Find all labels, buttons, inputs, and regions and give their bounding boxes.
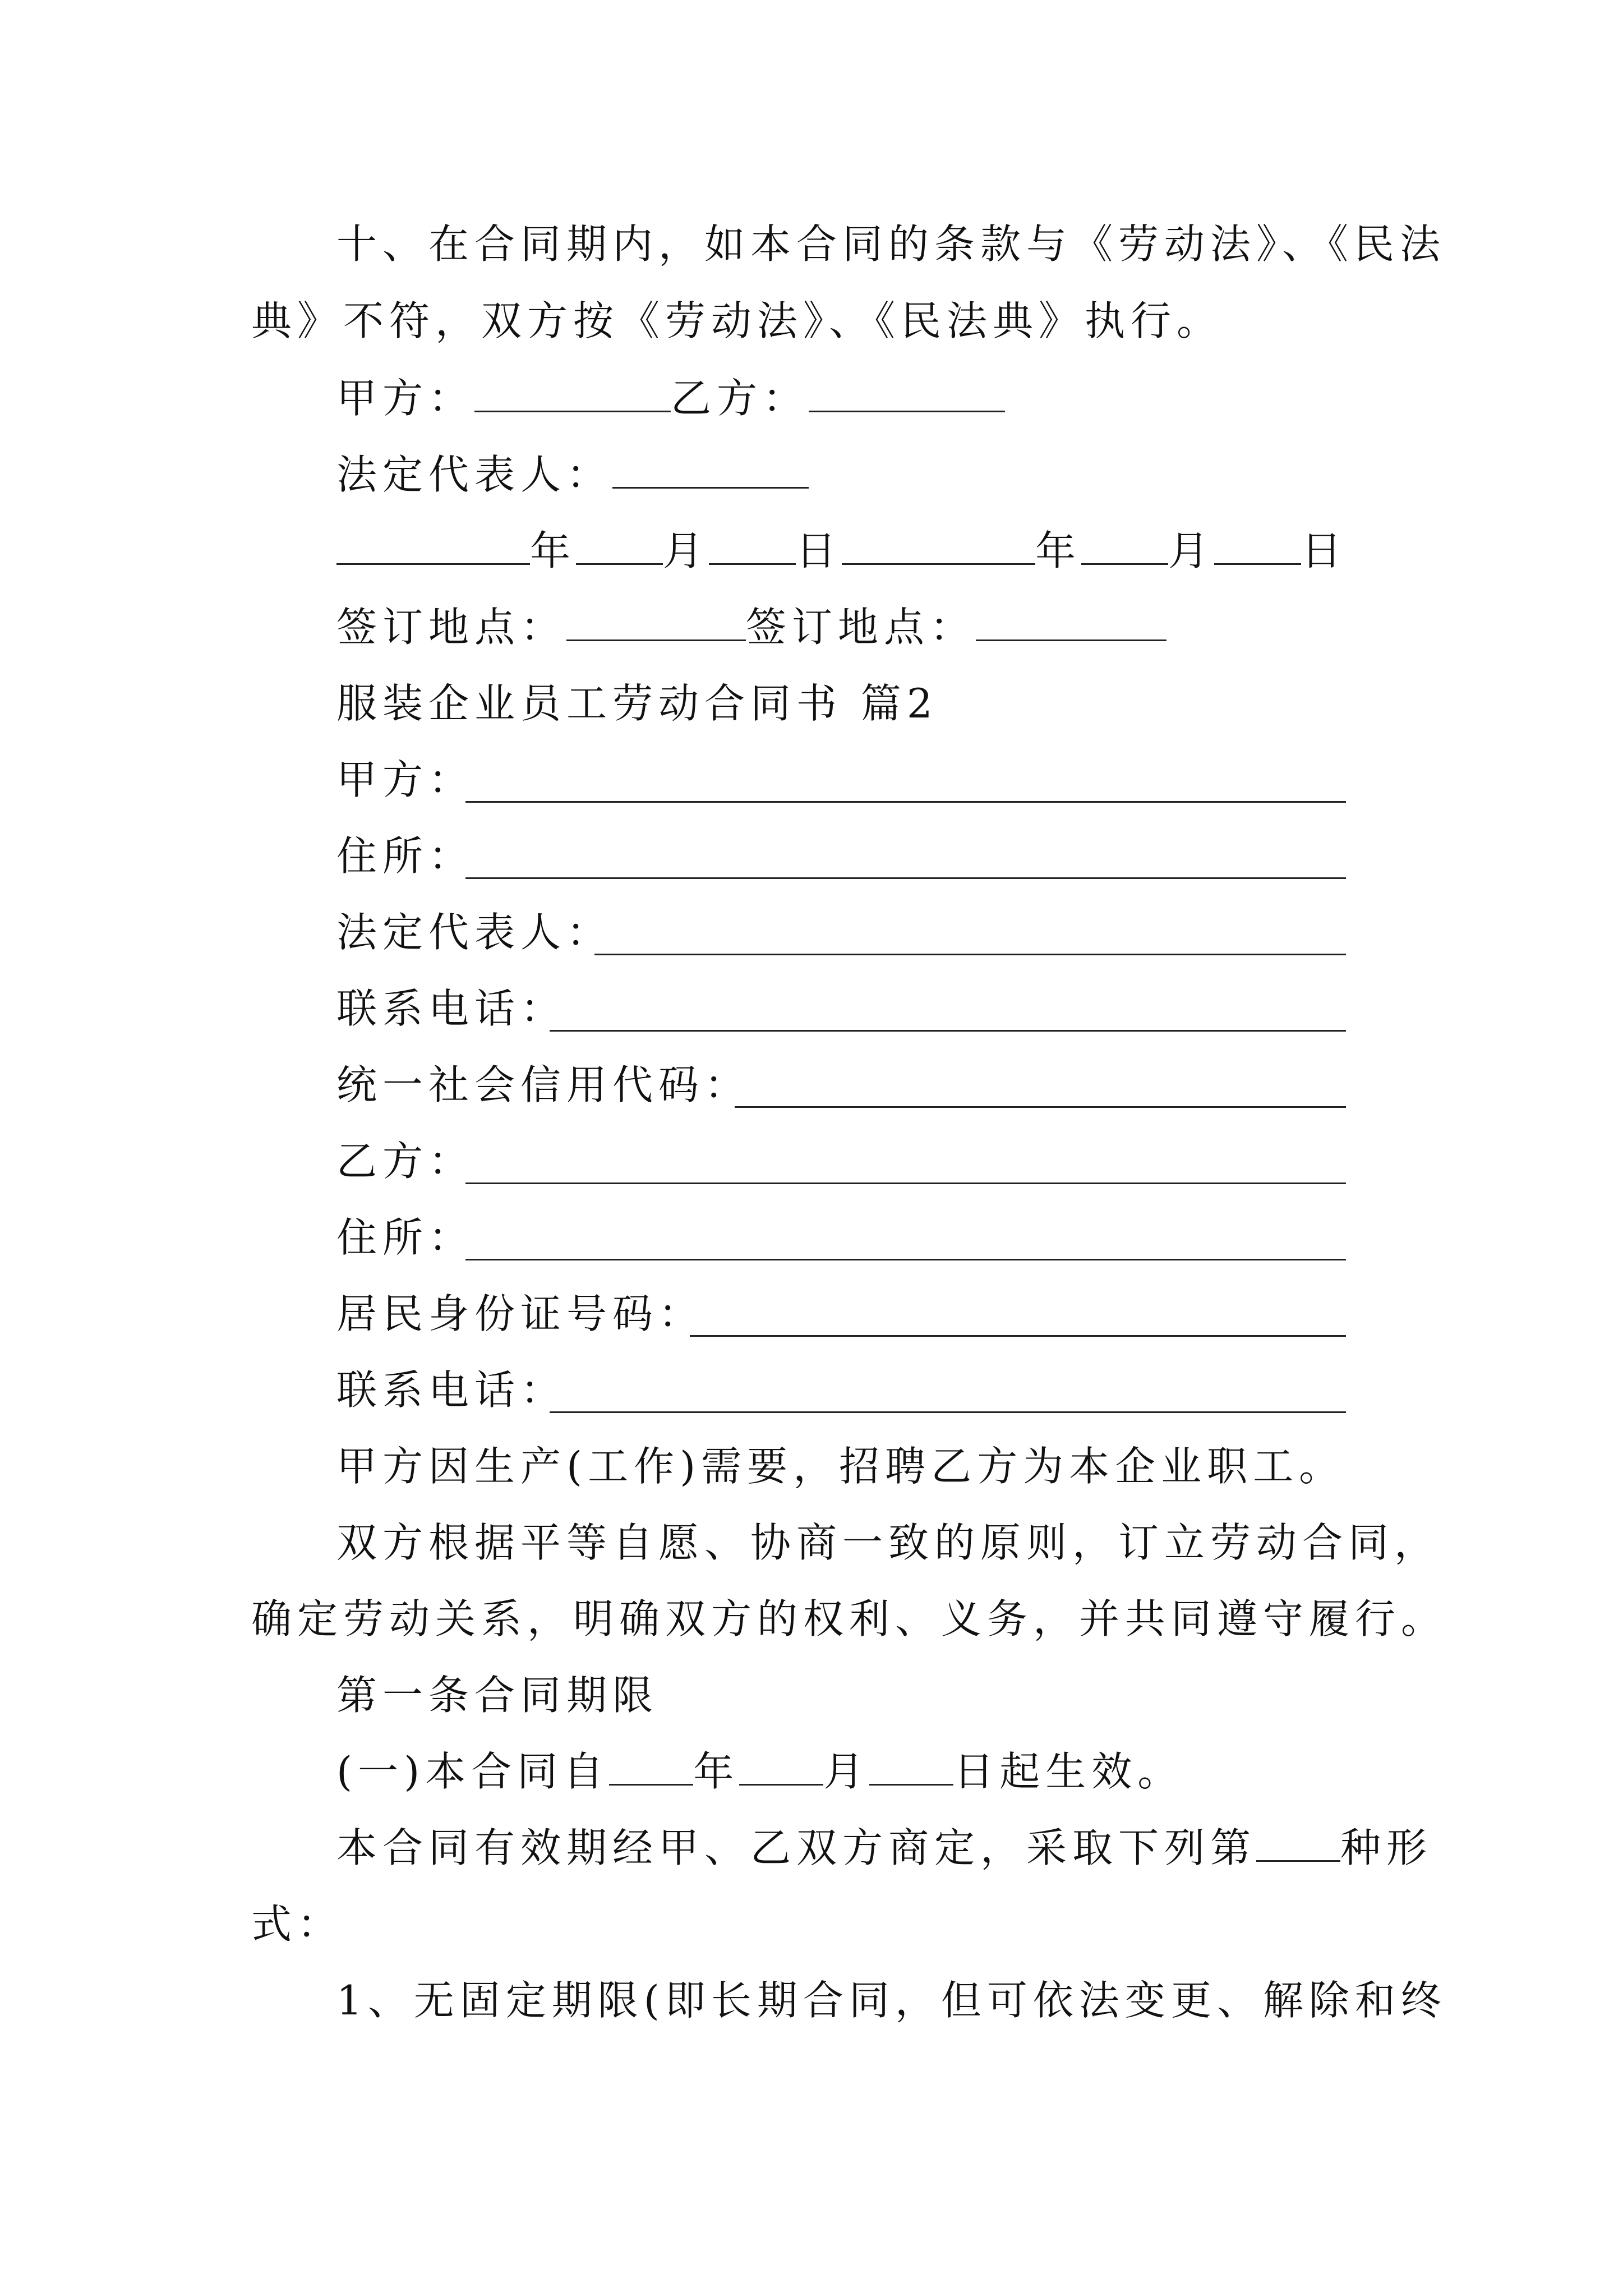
- party-a-blank: [474, 375, 671, 412]
- paragraph-principle-line-1: 双方根据平等自愿、协商一致的原则，订立劳动合同，: [336, 1519, 1441, 1566]
- paragraph-principle-line-2: 确定劳动关系，明确双方的权利、义务，并共同遵守履行。: [251, 1595, 1447, 1642]
- field-id-number: [336, 1286, 1346, 1342]
- field-label: 住所：: [336, 1214, 475, 1261]
- item-1-day-label: 日起生效。: [953, 1748, 1184, 1795]
- item-1-month-label: 月: [823, 1748, 870, 1795]
- clause-10-line-1: 十、在合同期内，如本合同的条款与《劳动法》、《民法: [336, 220, 1446, 268]
- party-b-blank: [809, 375, 1005, 412]
- field-label: 甲方：: [336, 756, 475, 803]
- field-label: 联系电话：: [336, 1366, 567, 1414]
- section-2-heading: 服装企业员工劳动合同书 篇2: [336, 680, 938, 727]
- date-b-day-blank: [1214, 527, 1301, 565]
- legal-rep-label: 法定代表人：: [336, 451, 613, 498]
- field-blank: [465, 1209, 1346, 1260]
- paragraph-term-form-line-2: 式：: [251, 1901, 344, 1948]
- paragraph-term-form-line-1: [336, 1820, 1432, 1876]
- item-1-year-label: 年: [693, 1748, 740, 1795]
- signature-legal-rep-row: [336, 447, 809, 503]
- field-blank: [465, 1133, 1346, 1184]
- legal-rep-blank: [612, 451, 809, 489]
- effective-year-blank: [609, 1748, 693, 1786]
- field-blank: [550, 981, 1346, 1032]
- paragraph-recruitment: 甲方因生产(工作)需要，招聘乙方为本企业职工。: [336, 1443, 1345, 1490]
- date-b-year-label: 年: [1035, 527, 1082, 574]
- field-legal-rep: [336, 904, 1346, 960]
- field-label: 住所：: [336, 832, 475, 880]
- term-form-text: 本合同有效期经甲、乙双方商定，采取下列第: [336, 1824, 1257, 1871]
- date-a-day-label: 日: [796, 527, 842, 574]
- signature-place-row: [336, 599, 1166, 655]
- article-1-item-1: [336, 1743, 1183, 1800]
- date-b-month-blank: [1081, 527, 1168, 565]
- item-1-text-start: (一)本合同自: [336, 1748, 610, 1795]
- effective-day-blank: [869, 1748, 953, 1786]
- field-blank: [594, 904, 1346, 955]
- effective-month-blank: [739, 1748, 823, 1786]
- field-blank: [735, 1057, 1346, 1108]
- place-a-blank: [566, 604, 746, 641]
- field-label: 法定代表人：: [336, 909, 613, 956]
- signature-date-row: [336, 523, 1347, 579]
- field-blank: [465, 828, 1346, 879]
- field-label: 居民身份证号码：: [336, 1290, 705, 1337]
- field-party-b-address: [336, 1209, 1346, 1266]
- signature-party-row: [336, 370, 1005, 426]
- field-party-b-phone: [336, 1362, 1346, 1418]
- field-label: 统一社会信用代码：: [336, 1061, 751, 1108]
- field-credit-code: [336, 1057, 1346, 1113]
- clause-10-line-2: 典》不符，双方按《劳动法》、《民法典》执行。: [251, 297, 1223, 344]
- date-b-year-blank: [842, 527, 1035, 565]
- place-a-label: 签订地点：: [336, 604, 567, 651]
- date-a-day-blank: [709, 527, 796, 565]
- date-a-year-blank: [336, 527, 530, 565]
- date-b-month-label: 月: [1168, 527, 1215, 574]
- date-a-month-label: 月: [663, 527, 709, 574]
- field-blank: [690, 1286, 1346, 1337]
- term-option-1: 1、无固定期限(即长期合同，但可依法变更、解除和终: [336, 1977, 1447, 2024]
- party-b-label: 乙方：: [671, 375, 809, 422]
- field-label: 联系电话：: [336, 985, 567, 1032]
- place-b-blank: [976, 604, 1166, 641]
- article-1-title: 第一条合同期限: [336, 1672, 659, 1719]
- date-a-month-blank: [576, 527, 663, 565]
- field-blank: [465, 752, 1346, 803]
- term-form-number-blank: [1256, 1824, 1340, 1862]
- date-a-year-label: 年: [530, 527, 577, 574]
- place-b-label: 签订地点：: [746, 604, 976, 651]
- field-party-b: [336, 1133, 1346, 1189]
- field-party-a: [336, 752, 1346, 808]
- party-a-label: 甲方：: [336, 375, 475, 422]
- field-label: 乙方：: [336, 1138, 475, 1185]
- field-party-a-phone: [336, 981, 1346, 1037]
- term-form-suffix: 种形: [1340, 1824, 1433, 1871]
- field-blank: [550, 1362, 1346, 1413]
- date-b-day-label: 日: [1301, 527, 1348, 574]
- field-party-a-address: [336, 828, 1346, 884]
